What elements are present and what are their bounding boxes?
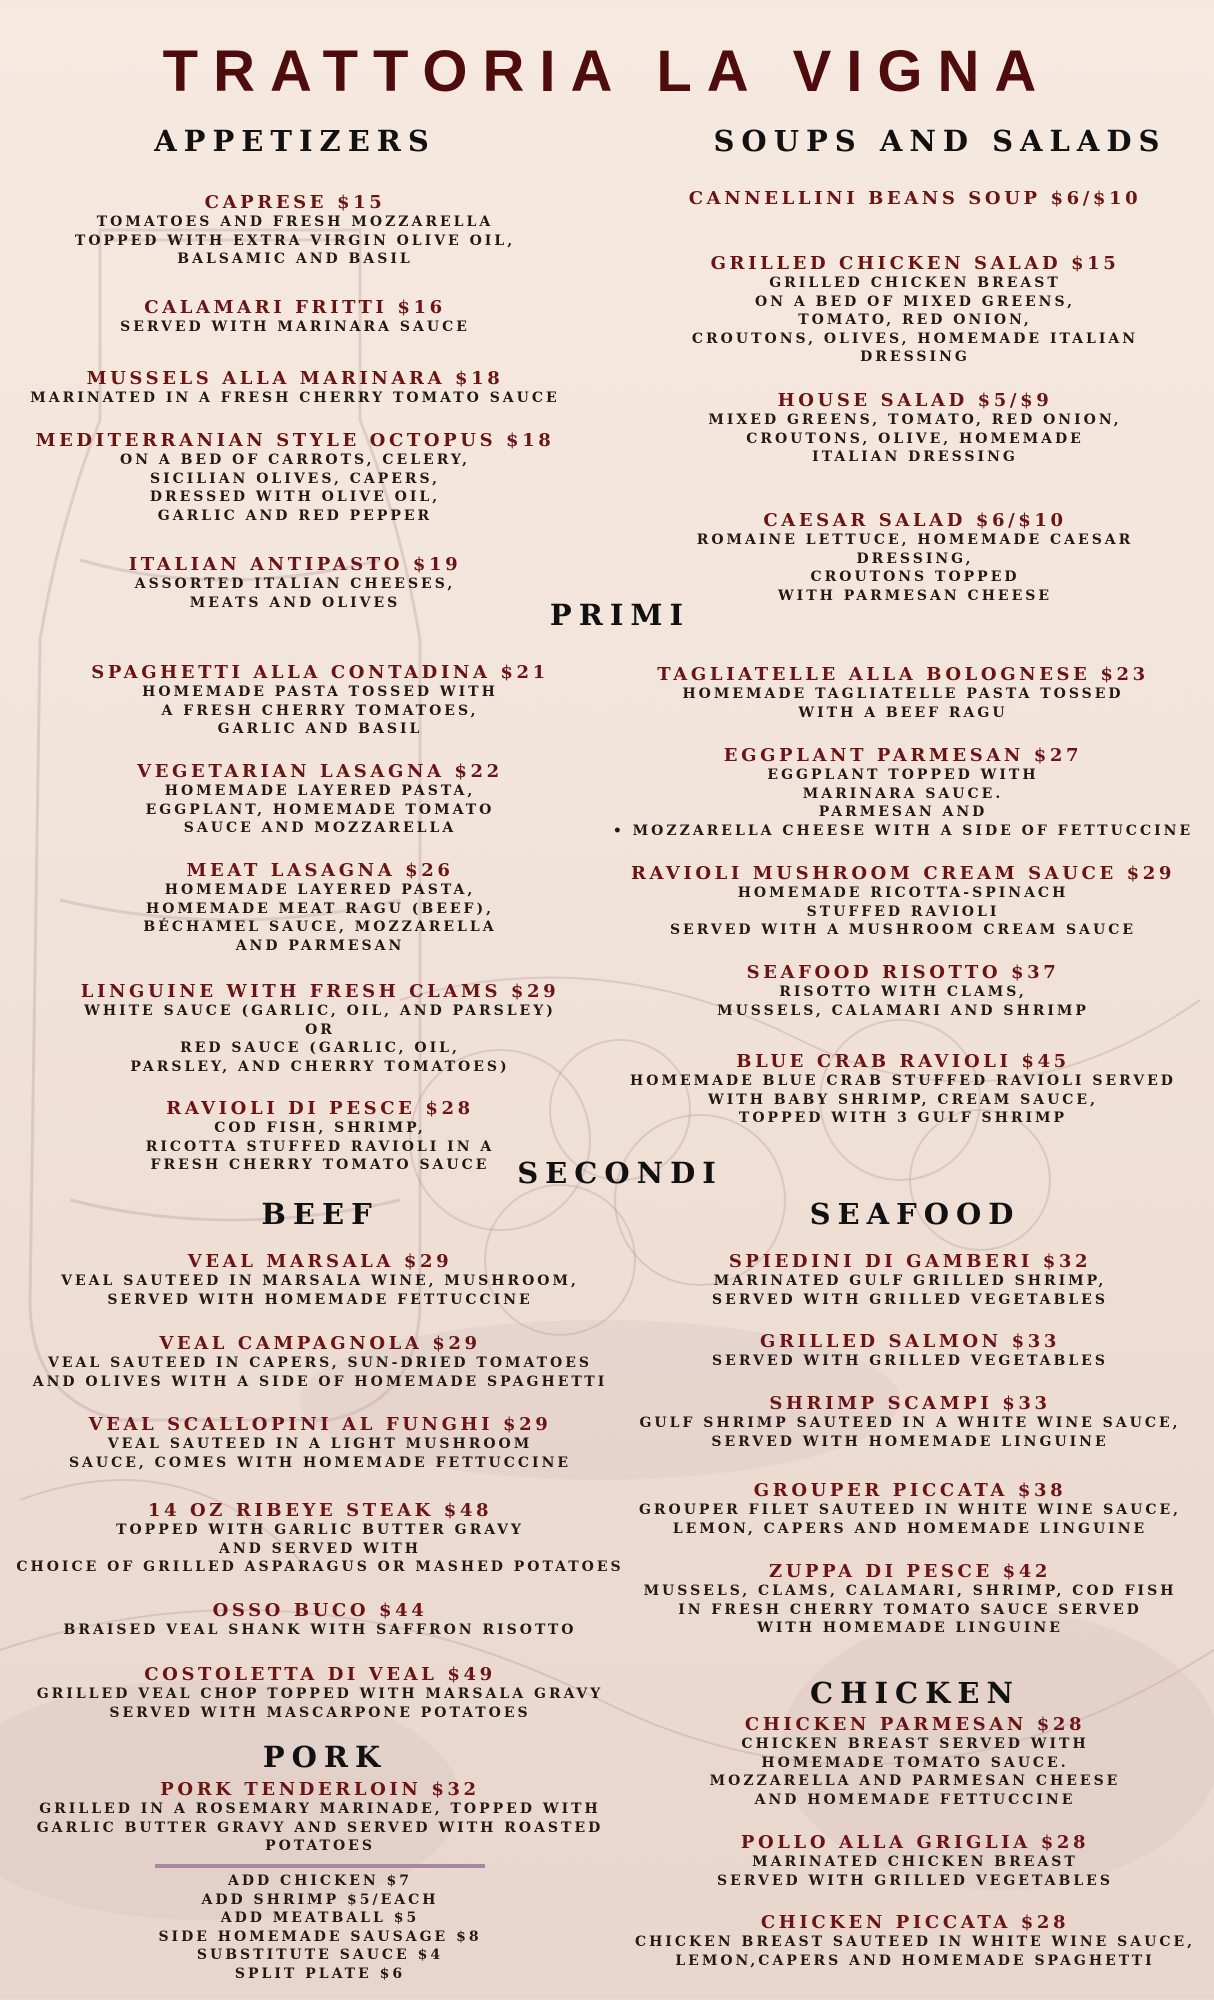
item-desc: OR [305,1021,335,1038]
item-name: COSTOLETTA DI VEAL $49 [144,1664,496,1685]
item-desc: MARINATED GULF GRILLED SHRIMP, [713,1273,1107,1289]
item-desc: ROMAINE LETTUCE, HOMEMADE CAESAR [696,532,1134,548]
item-desc: WITH BABY SHRIMP, CREAM SAUCE, [708,1091,1098,1108]
item-name: HOUSE SALAD $5/$9 [777,390,1053,411]
menu-item [610,1561,1210,1638]
item-desc: GRILLED CHICKEN BREAST [769,275,1061,291]
item-desc: TOPPED WITH GARLIC BUTTER GRAVY [116,1522,524,1538]
menu-item [610,1331,1210,1371]
item-desc: MARINATED IN A FRESH CHERRY TOMATO SAUCE [30,390,560,406]
item-name: POLLO ALLA GRIGLIA $28 [740,1832,1090,1853]
item-desc: GROUPER FILET SAUTEED IN WHITE WINE SAUCE, [638,1502,1182,1518]
primi-heading: PRIMI [549,598,691,632]
item-desc: GULF SHRIMP SAUTEED IN A WHITE WINE SAUCE, [639,1415,1181,1431]
menu-item [630,188,1200,209]
item-desc: LEMON,CAPERS AND HOMEMADE SPAGHETTI [675,1952,1155,1969]
item-desc: MARINARA SAUCE. [802,785,1004,802]
item-desc: CHOICE OF GRILLED ASPARAGUS OR MASHED POTATOES [16,1559,624,1575]
item-desc: MARINATED CHICKEN BREAST [752,1854,1078,1870]
extras-list [40,1872,600,1983]
item-name: MUSSELS ALLA MARINARA $18 [86,368,504,389]
menu-item [600,1051,1206,1128]
item-desc: AND HOMEMADE FETTUCCINE [754,1791,1076,1808]
item-name: 14 OZ RIBEYE STEAK $48 [147,1500,493,1521]
item-desc: • MOZZARELLA CHEESE WITH A SIDE OF FETTUCCINE [612,822,1194,839]
divider [155,1864,485,1868]
item-desc: TOPPED WITH 3 GULF SHRIMP [738,1110,1068,1126]
item-name: SPAGHETTI ALLA CONTADINA $21 [91,662,549,683]
menu-item [40,1098,600,1175]
menu-item [10,192,580,269]
item-desc: CROUTONS, OLIVE, HOMEMADE [746,430,1084,447]
item-desc: MOZZARELLA AND PARMESAN CHEESE [709,1773,1121,1789]
item-desc: HOMEMADE LAYERED PASTA, [164,882,476,898]
item-desc: SERVED WITH GRILLED VEGETABLES [717,1872,1113,1889]
item-name: VEAL SCALLOPINI AL FUNGHI $29 [88,1414,552,1435]
item-desc: AND OLIVES WITH A SIDE OF HOMEMADE SPAGHETTI [32,1373,608,1390]
item-desc: ASSORTED ITALIAN CHEESES, [134,576,456,592]
extra-item: SPLIT PLATE $6 [234,1965,406,1982]
item-desc: POTATOES [265,1838,375,1854]
item-name: OSSO BUCO $44 [212,1600,428,1621]
item-desc: AND PARMESAN [235,937,405,954]
item-desc: WITH A BEEF RAGU [798,704,1008,721]
menu-item [615,1714,1214,1809]
item-desc: A FRESH CHERRY TOMATOES, [161,702,479,719]
item-desc: WITH HOMEMADE LINGUINE [757,1620,1063,1636]
menu-item [610,1393,1210,1451]
menu-item [10,1414,630,1472]
item-name: SHRIMP SCAMPI $33 [769,1393,1051,1414]
item-name: GROUPER PICCATA $38 [753,1480,1067,1501]
item-desc: VEAL SAUTEED IN MARSALA WINE, MUSHROOM, [61,1273,579,1289]
item-name: SPIEDINI DI GAMBERI $32 [728,1251,1092,1272]
item-desc: VEAL SAUTEED IN A LIGHT MUSHROOM [107,1436,533,1452]
item-desc: GRILLED VEAL CHOP TOPPED WITH MARSALA GRAVY [36,1686,604,1702]
menu-item [615,1832,1214,1890]
menu-item [10,368,580,408]
seafood-heading: SEAFOOD [809,1197,1021,1231]
item-desc: GARLIC BUTTER GRAVY AND SERVED WITH ROASTED [36,1819,604,1836]
pork-heading: PORK [262,1740,388,1774]
item-desc: MEATS AND OLIVES [189,594,401,611]
item-desc: SERVED WITH GRILLED VEGETABLES [712,1353,1108,1369]
item-name: CHICKEN PARMESAN $28 [744,1714,1086,1735]
extra-item: SUBSTITUTE SAUCE $4 [196,1947,444,1963]
item-name: ITALIAN ANTIPASTO $19 [128,554,462,575]
item-name: RAVIOLI MUSHROOM CREAM SAUCE $29 [630,863,1176,884]
menu-item [600,863,1206,940]
item-desc: HOMEMADE RICOTTA-SPINACH [737,885,1069,901]
menu-item [10,430,580,525]
item-desc: VEAL SAUTEED IN CAPERS, SUN-DRIED TOMATOES [47,1355,593,1371]
item-name: CANNELLINI BEANS SOUP $6/$10 [688,188,1142,209]
item-desc: SAUCE AND MOZZARELLA [183,820,457,836]
item-name: CHICKEN PICCATA $28 [760,1912,1070,1933]
item-desc: SERVED WITH GRILLED VEGETABLES [712,1291,1108,1308]
item-desc: LEMON, CAPERS AND HOMEMADE LINGUINE [672,1520,1148,1537]
item-desc: TOPPED WITH EXTRA VIRGIN OLIVE OIL, [74,232,516,249]
menu-item [10,1251,630,1309]
item-name: CALAMARI FRITTI $16 [144,297,446,318]
item-desc: HOMEMADE LAYERED PASTA, [164,783,476,799]
item-desc: RICOTTA STUFFED RAVIOLI IN A [145,1138,495,1155]
menu-item [10,297,580,337]
item-desc: HOMEMADE TAGLIATELLE PASTA TOSSED [682,686,1124,702]
item-desc: MIXED GREENS, TOMATO, RED ONION, [708,412,1122,428]
soups-salads-heading: SOUPS AND SALADS [713,124,1167,158]
menu-item [600,745,1206,840]
item-desc: PARMESAN AND [818,804,988,820]
item-desc: TOMATO, RED ONION, [798,312,1032,328]
item-name: EGGPLANT PARMESAN $27 [723,745,1083,766]
secondi-heading: SECONDI [517,1156,723,1190]
item-desc: GRILLED IN A ROSEMARY MARINADE, TOPPED WITH [39,1801,601,1817]
item-name: VEAL CAMPAGNOLA $29 [159,1333,481,1354]
item-desc: SERVED WITH MASCARPONE POTATOES [109,1704,531,1721]
menu-item [10,1664,630,1722]
appetizers-heading: APPETIZERS [154,124,436,158]
item-desc: PARSLEY, AND CHERRY TOMATOES) [130,1058,510,1075]
menu-item [20,1779,620,1856]
item-desc: HOMEMADE BLUE CRAB STUFFED RAVIOLI SERVED [630,1073,1176,1089]
menu-item [10,1500,630,1577]
item-desc: STUFFED RAVIOLI [806,903,1000,920]
menu-item [40,761,600,838]
menu-item [630,510,1200,605]
item-desc: RED SAUCE (GARLIC, OIL, [180,1040,460,1056]
menu-item [630,390,1200,467]
item-name: MEAT LASAGNA $26 [186,860,454,881]
item-desc: SERVED WITH MARINARA SAUCE [120,319,470,335]
menu-item [615,1912,1214,1970]
item-desc: SERVED WITH HOMEMADE FETTUCCINE [107,1291,533,1308]
menu-item [600,664,1206,722]
item-desc: DRESSED WITH OLIVE OIL, [149,489,441,505]
item-desc: EGGPLANT TOPPED WITH [767,767,1039,783]
item-desc: DRESSING, [856,550,974,567]
item-desc: AND SERVED WITH [218,1540,422,1557]
chicken-heading: CHICKEN [810,1676,1020,1710]
item-name: GRILLED CHICKEN SALAD $15 [710,253,1120,274]
menu-item [610,1480,1210,1538]
item-desc: SICILIAN OLIVES, CAPERS, [149,470,441,487]
item-desc: WHITE SAUCE (GARLIC, OIL, AND PARSLEY) [84,1003,556,1019]
item-name: LINGUINE WITH FRESH CLAMS $29 [80,981,560,1002]
item-desc: MUSSELS, CALAMARI AND SHRIMP [717,1002,1089,1019]
item-desc: HOMEMADE MEAT RAGU (BEEF), [146,900,494,917]
item-desc: GARLIC AND BASIL [217,721,423,737]
item-name: VEAL MARSALA $29 [187,1251,453,1272]
item-desc: SERVED WITH HOMEMADE LINGUINE [711,1433,1109,1450]
item-desc: HOMEMADE PASTA TOSSED WITH [142,684,498,700]
item-desc: ON A BED OF CARROTS, CELERY, [120,452,470,468]
menu-item [630,253,1200,367]
beef-heading: BEEF [261,1197,379,1231]
menu-item [10,1600,630,1640]
item-desc: CHICKEN BREAST SERVED WITH [741,1736,1089,1752]
restaurant-name: TRATTORIA LA VIGNA [162,39,1052,104]
menu-item [40,860,600,955]
item-desc: DRESSING [860,349,970,365]
item-desc: WITH PARMESAN CHEESE [777,587,1053,604]
item-name: RAVIOLI DI PESCE $28 [166,1098,474,1119]
item-desc: RISOTTO WITH CLAMS, [779,984,1027,1000]
item-desc: BÉCHAMEL SAUCE, MOZZARELLA [143,919,497,935]
item-desc: CROUTONS TOPPED [810,569,1020,585]
menu-item [40,662,600,739]
extra-item: ADD SHRIMP $5/EACH [201,1891,439,1908]
item-desc: ON A BED OF MIXED GREENS, [755,293,1075,310]
item-name: CAESAR SALAD $6/$10 [763,510,1067,531]
item-desc: EGGPLANT, HOMEMADE TOMATO [145,801,495,818]
item-desc: CROUTONS, OLIVES, HOMEMADE ITALIAN [691,330,1139,347]
item-name: CAPRESE $15 [204,192,386,213]
item-name: BLUE CRAB RAVIOLI $45 [736,1051,1070,1072]
menu-item [10,554,580,612]
menu-item [600,962,1206,1020]
item-desc: GARLIC AND RED PEPPER [157,507,433,524]
item-desc: BALSAMIC AND BASIL [177,251,413,267]
item-name: VEGETARIAN LASAGNA $22 [137,761,503,782]
extra-item: ADD CHICKEN $7 [227,1873,413,1889]
menu-item [610,1251,1210,1309]
item-desc: SAUCE, COMES WITH HOMEMADE FETTUCCINE [68,1454,572,1471]
item-name: ZUPPA DI PESCE $42 [768,1561,1052,1582]
extra-item: ADD MEATBALL $5 [220,1910,420,1926]
item-desc: COD FISH, SHRIMP, [214,1120,426,1136]
item-name: MEDITERRANIAN STYLE OCTOPUS $18 [35,430,555,451]
item-desc: IN FRESH CHERRY TOMATO SAUCE SERVED [678,1601,1142,1618]
extra-item: SIDE HOMEMADE SAUSAGE $8 [158,1928,482,1945]
item-desc: FRESH CHERRY TOMATO SAUCE [150,1157,490,1173]
item-desc: BRAISED VEAL SHANK WITH SAFFRON RISOTTO [63,1622,577,1638]
item-desc: CHICKEN BREAST SAUTEED IN WHITE WINE SAUCE, [634,1934,1196,1950]
item-desc: HOMEMADE TOMATO SAUCE. [761,1754,1069,1771]
item-name: PORK TENDERLOIN $32 [160,1779,480,1800]
menu-item [40,981,600,1076]
item-desc: ITALIAN DRESSING [812,449,1018,465]
item-desc: SERVED WITH A MUSHROOM CREAM SAUCE [669,922,1137,938]
menu-item [10,1333,630,1391]
item-name: SEAFOOD RISOTTO $37 [746,962,1060,983]
item-desc: MUSSELS, CLAMS, CALAMARI, SHRIMP, COD FISH [643,1583,1177,1599]
item-name: TAGLIATELLE ALLA BOLOGNESE $23 [657,664,1149,685]
item-name: GRILLED SALMON $33 [760,1331,1060,1352]
item-desc: TOMATOES AND FRESH MOZZARELLA [96,214,494,230]
